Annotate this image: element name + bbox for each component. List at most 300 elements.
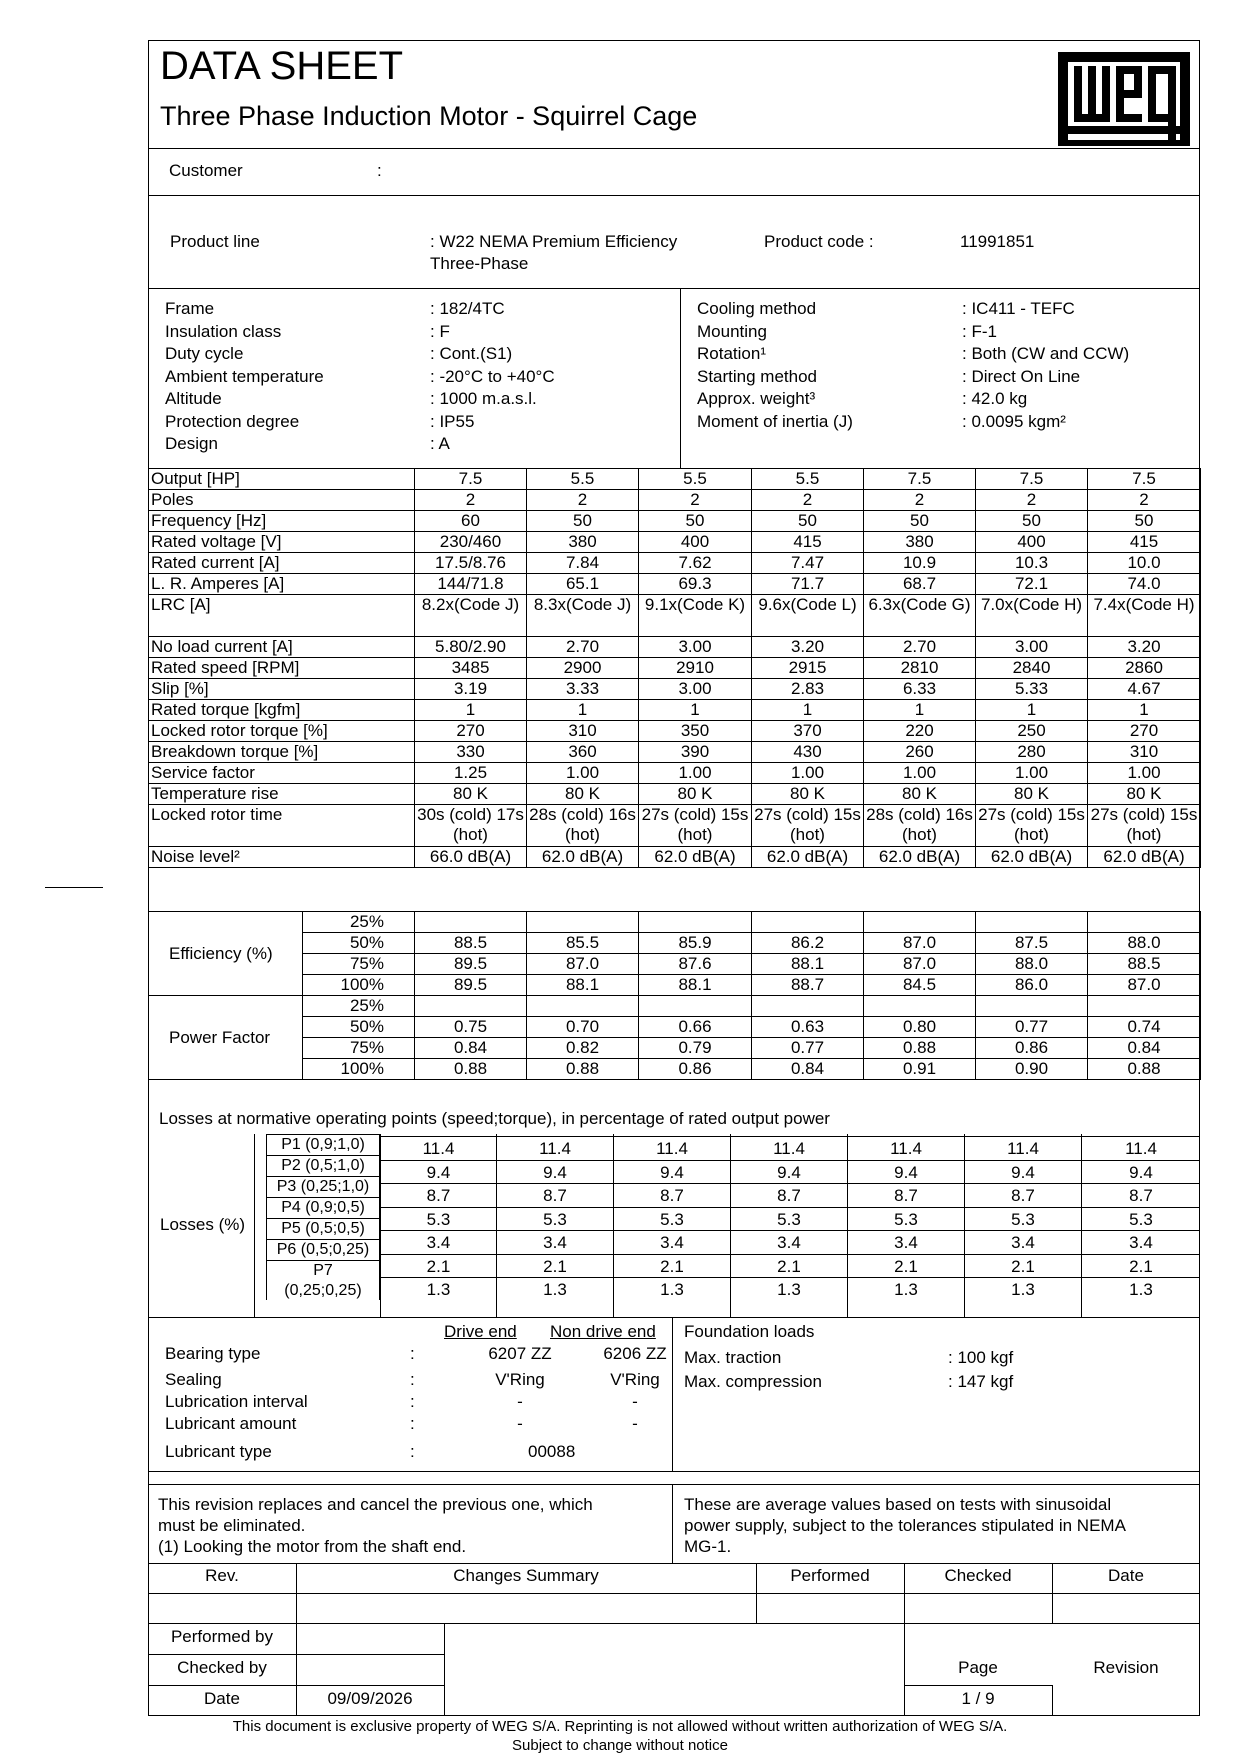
perf-row	[149, 532, 1201, 553]
perf-cell: 250	[976, 721, 1088, 742]
bearing-non-drive-end-value: 6206 ZZ	[603, 1344, 667, 1363]
perf-cell: 330	[415, 742, 527, 763]
efficiency-cell	[976, 912, 1088, 933]
perf-cell: 3.00	[639, 679, 752, 700]
power-factor-cell: 0.88	[864, 1038, 976, 1059]
performed-by-label: Performed by	[170, 1627, 274, 1646]
product-line-value-2: Three-Phase	[430, 254, 529, 273]
losses-cell: 1.3	[731, 1277, 847, 1301]
perf-row-label: Noise level²	[149, 847, 415, 868]
perf-cell: 5.80/2.90	[415, 637, 527, 658]
perf-cell: 72.1	[976, 574, 1088, 595]
efficiency-row	[149, 912, 1201, 933]
losses-cell: 1.3	[848, 1277, 964, 1301]
power-factor-label: Power Factor	[149, 996, 303, 1080]
perf-cell: 2810	[864, 658, 976, 679]
perf-cell: 30s (cold) 17s (hot)	[415, 805, 527, 847]
efficiency-cell	[639, 912, 752, 933]
power-factor-cell: 0.66	[639, 1017, 752, 1038]
perf-cell: 380	[864, 532, 976, 553]
spec-label: Starting method	[697, 366, 818, 386]
perf-cell: 270	[415, 721, 527, 742]
spec-label: Cooling method	[697, 299, 817, 318]
perf-row-label: Rated voltage [V]	[149, 532, 415, 553]
bearing-row-label: Sealing	[165, 1370, 222, 1389]
efficiency-cell: 87.5	[976, 933, 1088, 954]
efficiency-cell: 88.0	[1088, 933, 1201, 954]
perf-row	[149, 742, 1201, 763]
perf-cell: 2	[864, 490, 976, 511]
losses-cell: 8.7	[381, 1183, 496, 1207]
note-line: must be eliminated.	[158, 1516, 306, 1535]
power-factor-cell: 0.82	[527, 1038, 639, 1059]
efficiency-cell	[1088, 912, 1201, 933]
perf-cell: 2860	[1088, 658, 1201, 679]
margin-mark	[45, 887, 103, 888]
power-factor-row	[149, 996, 1201, 1017]
performed-header: Performed	[790, 1566, 870, 1585]
perf-cell: 27s (cold) 15s (hot)	[752, 805, 864, 847]
perf-cell: 3.00	[639, 637, 752, 658]
efficiency-row	[149, 975, 1201, 996]
perf-cell: 50	[527, 511, 639, 532]
perf-cell: 50	[864, 511, 976, 532]
perf-cell: 2	[1088, 490, 1201, 511]
losses-column	[380, 1134, 496, 1317]
perf-cell: 3.20	[752, 637, 864, 658]
perf-cell: 62.0 dB(A)	[639, 847, 752, 868]
losses-column	[1081, 1134, 1200, 1317]
spec-value: : 182/4TC	[430, 299, 505, 318]
load-point: 50%	[303, 933, 415, 954]
perf-row-label: No load current [A]	[149, 637, 415, 658]
note-line: MG-1.	[684, 1537, 732, 1556]
footer-ownership: This document is exclusive property of WEG S/A. Reprinting is not allowed without written authorization of WEG S/A.	[232, 1718, 1008, 1735]
perf-cell: 3.33	[527, 679, 639, 700]
perf-row	[149, 700, 1201, 721]
power-factor-cell	[752, 996, 864, 1017]
max-traction-label: Max. traction	[684, 1348, 782, 1367]
perf-cell: 80 K	[1088, 784, 1201, 805]
perf-row	[149, 721, 1201, 742]
efficiency-cell: 85.9	[639, 933, 752, 954]
perf-cell: 62.0 dB(A)	[1088, 847, 1201, 868]
perf-cell: 7.0x(Code H)	[976, 595, 1088, 637]
power-factor-cell	[864, 996, 976, 1017]
efficiency-cell: 84.5	[864, 975, 976, 996]
perf-cell: 280	[976, 742, 1088, 763]
power-factor-cell: 0.86	[639, 1059, 752, 1080]
perf-cell: 7.5	[1088, 469, 1201, 490]
perf-row	[149, 784, 1201, 805]
perf-cell: 80 K	[639, 784, 752, 805]
perf-cell: 3485	[415, 658, 527, 679]
perf-cell: 260	[864, 742, 976, 763]
losses-cell: 5.3	[965, 1207, 1081, 1231]
perf-cell: 2	[639, 490, 752, 511]
perf-cell: 10.9	[864, 553, 976, 574]
bearing-row-colon: :	[410, 1414, 415, 1433]
losses-cell: 1.3	[1082, 1277, 1200, 1301]
load-point: 25%	[303, 996, 415, 1017]
power-factor-cell: 0.63	[752, 1017, 864, 1038]
perf-cell: 74.0	[1088, 574, 1201, 595]
efficiency-cell: 88.7	[752, 975, 864, 996]
power-factor-row	[149, 1017, 1201, 1038]
spec-label: Insulation class	[165, 321, 282, 341]
perf-cell: 50	[639, 511, 752, 532]
losses-cell: 2.1	[965, 1254, 1081, 1278]
bearing-non-drive-end-value: -	[632, 1392, 638, 1411]
bearing-row	[165, 1370, 685, 1392]
losses-cell: 8.7	[497, 1183, 613, 1207]
efficiency-label: Efficiency (%)	[149, 912, 303, 996]
perf-cell: 2.83	[752, 679, 864, 700]
perf-cell: 3.00	[976, 637, 1088, 658]
drive-end-header: Drive end	[444, 1322, 517, 1341]
perf-row-label: Rated speed [RPM]	[149, 658, 415, 679]
perf-cell: 80 K	[976, 784, 1088, 805]
changes-summary-header: Changes Summary	[453, 1566, 599, 1585]
spec-label: Altitude	[165, 389, 222, 408]
perf-cell: 5.5	[527, 469, 639, 490]
losses-point-label: P7 (0,25;0,25)	[266, 1260, 380, 1300]
perf-cell: 1.00	[976, 763, 1088, 784]
perf-row-label: L. R. Amperes [A]	[149, 574, 415, 595]
efficiency-cell: 88.1	[639, 975, 752, 996]
losses-cell: 3.4	[614, 1230, 730, 1254]
page-subtitle: Three Phase Induction Motor - Squirrel Cage	[160, 101, 698, 131]
perf-cell: 220	[864, 721, 976, 742]
efficiency-cell	[752, 912, 864, 933]
perf-cell: 350	[639, 721, 752, 742]
perf-cell: 1.00	[864, 763, 976, 784]
bearing-non-drive-end-value: V'Ring	[610, 1370, 660, 1389]
spec-label: Rotation¹	[697, 344, 766, 363]
perf-cell: 6.3x(Code G)	[864, 595, 976, 637]
losses-column	[613, 1134, 730, 1317]
losses-cell: 9.4	[614, 1160, 730, 1184]
perf-row-label: Output [HP]	[149, 469, 415, 490]
bearing-drive-end-value: 6207 ZZ	[488, 1344, 552, 1363]
spec-value: : IP55	[430, 411, 475, 431]
perf-cell: 230/460	[415, 532, 527, 553]
perf-cell: 380	[527, 532, 639, 553]
perf-cell: 69.3	[639, 574, 752, 595]
efficiency-cell: 87.0	[1088, 975, 1201, 996]
bearing-row-colon: :	[410, 1392, 415, 1411]
losses-cell: 8.7	[965, 1183, 1081, 1207]
losses-cell: 1.3	[965, 1277, 1081, 1301]
perf-cell: 5.5	[639, 469, 752, 490]
perf-cell: 9.6x(Code L)	[752, 595, 864, 637]
spec-value: : A	[430, 434, 450, 453]
foundation-loads-title: Foundation loads	[684, 1322, 815, 1341]
page-value: 1 / 9	[961, 1689, 995, 1708]
load-point: 100%	[303, 1059, 415, 1080]
perf-cell: 1.00	[639, 763, 752, 784]
perf-row-label: Rated current [A]	[149, 553, 415, 574]
max-traction-value: : 100 kgf	[948, 1348, 1014, 1367]
perf-cell: 7.5	[415, 469, 527, 490]
power-factor-cell	[415, 996, 527, 1017]
losses-cell: 11.4	[1082, 1136, 1200, 1160]
bearing-row	[165, 1392, 685, 1414]
perf-row-label: Locked rotor torque [%]	[149, 721, 415, 742]
perf-cell: 7.84	[527, 553, 639, 574]
power-factor-cell: 0.74	[1088, 1017, 1201, 1038]
perf-row-label: Locked rotor time	[149, 805, 415, 847]
efficiency-cell: 87.0	[527, 954, 639, 975]
power-factor-cell: 0.79	[639, 1038, 752, 1059]
bearing-row	[165, 1414, 685, 1436]
perf-cell: 310	[1088, 742, 1201, 763]
perf-cell: 2.70	[527, 637, 639, 658]
perf-cell: 80 K	[527, 784, 639, 805]
losses-cell: 1.3	[614, 1277, 730, 1301]
spec-label: Frame	[165, 299, 215, 318]
perf-cell: 400	[976, 532, 1088, 553]
losses-cell: 9.4	[965, 1160, 1081, 1184]
note-line: (1) Looking the motor from the shaft end.	[158, 1537, 467, 1556]
perf-cell: 27s (cold) 15s (hot)	[1088, 805, 1201, 847]
efficiency-cell	[864, 912, 976, 933]
perf-cell: 3.19	[415, 679, 527, 700]
spec-label: Duty cycle	[165, 344, 244, 363]
perf-cell: 1.25	[415, 763, 527, 784]
power-factor-cell: 0.75	[415, 1017, 527, 1038]
power-factor-cell: 0.77	[752, 1038, 864, 1059]
perf-cell: 1	[415, 700, 527, 721]
perf-row	[149, 574, 1201, 595]
losses-heading: Losses at normative operating points (speed;torque), in percentage of rated output power	[159, 1109, 830, 1128]
max-compression-label: Max. compression	[684, 1372, 822, 1391]
perf-cell: 71.7	[752, 574, 864, 595]
perf-cell: 390	[639, 742, 752, 763]
perf-cell: 10.3	[976, 553, 1088, 574]
non-drive-end-header: Non drive end	[550, 1322, 656, 1341]
losses-cell: 5.3	[614, 1207, 730, 1231]
losses-cell: 2.1	[1082, 1254, 1200, 1278]
bearing-row-label: Bearing type	[165, 1344, 261, 1363]
perf-cell: 415	[1088, 532, 1201, 553]
power-factor-cell: 0.88	[1088, 1059, 1201, 1080]
efficiency-cell: 85.5	[527, 933, 639, 954]
perf-cell: 80 K	[864, 784, 976, 805]
perf-cell: 28s (cold) 16s (hot)	[864, 805, 976, 847]
losses-cell: 2.1	[848, 1254, 964, 1278]
perf-cell: 2	[527, 490, 639, 511]
perf-cell: 2	[415, 490, 527, 511]
customer-label: Customer	[169, 161, 243, 180]
perf-cell: 7.47	[752, 553, 864, 574]
losses-cell: 9.4	[731, 1160, 847, 1184]
tolerance-note	[684, 1494, 1126, 1557]
specs-right-values	[962, 298, 1129, 433]
power-factor-cell: 0.90	[976, 1059, 1088, 1080]
losses-point-label: P5 (0,5;0,5)	[266, 1218, 380, 1239]
efficiency-cell: 88.5	[1088, 954, 1201, 975]
perf-row	[149, 847, 1201, 868]
spec-value: : 42.0 kg	[962, 389, 1028, 408]
load-point: 50%	[303, 1017, 415, 1038]
perf-cell: 2	[752, 490, 864, 511]
product-line-value: : W22 NEMA Premium Efficiency	[430, 232, 678, 251]
load-point: 75%	[303, 1038, 415, 1059]
losses-cell: 3.4	[381, 1230, 496, 1254]
page-title: DATA SHEET	[160, 44, 404, 88]
perf-cell: 7.62	[639, 553, 752, 574]
perf-row-label: Slip [%]	[149, 679, 415, 700]
losses-cell: 8.7	[731, 1183, 847, 1207]
losses-column	[847, 1134, 964, 1317]
efficiency-cell: 88.1	[752, 954, 864, 975]
specs-left-labels	[165, 298, 324, 456]
perf-cell: 65.1	[527, 574, 639, 595]
power-factor-cell: 0.84	[415, 1038, 527, 1059]
perf-cell: 27s (cold) 15s (hot)	[976, 805, 1088, 847]
spec-value: : Direct On Line	[962, 366, 1081, 386]
max-compression-value: : 147 kgf	[948, 1372, 1014, 1391]
losses-cell: 2.1	[731, 1254, 847, 1278]
spec-value: : F-1	[962, 321, 997, 341]
perf-cell: 1.00	[527, 763, 639, 784]
perf-row-label: Temperature rise	[149, 784, 415, 805]
perf-cell: 7.4x(Code H)	[1088, 595, 1201, 637]
efficiency-row	[149, 954, 1201, 975]
specs-right-labels	[697, 298, 853, 433]
bearing-rows	[165, 1344, 685, 1436]
perf-row-label: Poles	[149, 490, 415, 511]
power-factor-cell: 0.80	[864, 1017, 976, 1038]
spec-value: : F	[430, 321, 450, 341]
product-line-label: Product line	[170, 232, 260, 251]
perf-cell: 1	[864, 700, 976, 721]
losses-point-label: P2 (0,5;1,0)	[266, 1155, 380, 1176]
losses-cell: 11.4	[381, 1136, 496, 1160]
perf-cell: 28s (cold) 16s (hot)	[527, 805, 639, 847]
perf-cell: 8.2x(Code J)	[415, 595, 527, 637]
perf-cell: 7.5	[976, 469, 1088, 490]
perf-cell: 9.1x(Code K)	[639, 595, 752, 637]
datasheet-frame	[148, 40, 1200, 1716]
note-line: This revision replaces and cancel the previous one, which	[158, 1495, 593, 1514]
checked-by-label: Checked by	[177, 1658, 267, 1677]
power-factor-cell: 0.88	[415, 1059, 527, 1080]
perf-cell: 1.00	[752, 763, 864, 784]
efficiency-cell	[415, 912, 527, 933]
perf-row	[149, 595, 1201, 637]
power-factor-cell: 0.91	[864, 1059, 976, 1080]
load-point: 25%	[303, 912, 415, 933]
efficiency-cell: 86.0	[976, 975, 1088, 996]
losses-column	[964, 1134, 1081, 1317]
bearing-row-label: Lubrication interval	[165, 1392, 308, 1411]
revision-note	[158, 1494, 593, 1557]
perf-cell: 27s (cold) 15s (hot)	[639, 805, 752, 847]
losses-cell: 5.3	[381, 1207, 496, 1231]
perf-cell: 2840	[976, 658, 1088, 679]
bearing-drive-end-value: V'Ring	[495, 1370, 545, 1389]
efficiency-cell: 89.5	[415, 954, 527, 975]
perf-row-label: Rated torque [kgfm]	[149, 700, 415, 721]
losses-cell: 3.4	[965, 1230, 1081, 1254]
date-header: Date	[1108, 1566, 1144, 1585]
perf-cell: 62.0 dB(A)	[976, 847, 1088, 868]
perf-row	[149, 469, 1201, 490]
spec-label: Protection degree	[165, 411, 300, 431]
perf-cell: 1.00	[1088, 763, 1201, 784]
revision-label: Revision	[1093, 1658, 1159, 1677]
power-factor-cell: 0.77	[976, 1017, 1088, 1038]
perf-cell: 5.5	[752, 469, 864, 490]
efficiency-cell: 89.5	[415, 975, 527, 996]
perf-cell: 66.0 dB(A)	[415, 847, 527, 868]
perf-cell: 80 K	[752, 784, 864, 805]
losses-cell: 2.1	[614, 1254, 730, 1278]
perf-row-label: Service factor	[149, 763, 415, 784]
efficiency-pf-table	[148, 911, 1201, 1080]
lubricant-type-value: 00088	[528, 1442, 576, 1461]
perf-cell: 2	[976, 490, 1088, 511]
losses-cell: 8.7	[848, 1183, 964, 1207]
perf-cell: 50	[1088, 511, 1201, 532]
losses-label: Losses (%)	[160, 1215, 246, 1234]
losses-cell: 11.4	[497, 1136, 613, 1160]
losses-cell: 9.4	[497, 1160, 613, 1184]
power-factor-row	[149, 1059, 1201, 1080]
footer-change-notice: Subject to change without notice	[512, 1737, 728, 1754]
perf-cell: 17.5/8.76	[415, 553, 527, 574]
power-factor-cell	[1088, 996, 1201, 1017]
bearing-row	[165, 1344, 685, 1370]
perf-cell: 310	[527, 721, 639, 742]
perf-row	[149, 637, 1201, 658]
perf-row	[149, 658, 1201, 679]
losses-cell: 5.3	[731, 1207, 847, 1231]
losses-cell: 9.4	[381, 1160, 496, 1184]
weg-logo	[1058, 52, 1190, 146]
perf-cell: 1	[639, 700, 752, 721]
perf-cell: 80 K	[415, 784, 527, 805]
losses-cell: 5.3	[1082, 1207, 1200, 1231]
losses-cell: 11.4	[848, 1136, 964, 1160]
efficiency-cell: 87.0	[864, 933, 976, 954]
efficiency-cell: 87.6	[639, 954, 752, 975]
efficiency-cell: 88.5	[415, 933, 527, 954]
losses-point-label: P4 (0,9;0,5)	[266, 1197, 380, 1218]
losses-point-label: P3 (0,25;1,0)	[266, 1176, 380, 1197]
perf-cell: 10.0	[1088, 553, 1201, 574]
perf-cell: 2.70	[864, 637, 976, 658]
power-factor-cell: 0.84	[1088, 1038, 1201, 1059]
perf-cell: 2910	[639, 658, 752, 679]
efficiency-cell: 86.2	[752, 933, 864, 954]
efficiency-row	[149, 933, 1201, 954]
losses-cell: 2.1	[497, 1254, 613, 1278]
power-factor-cell: 0.84	[752, 1059, 864, 1080]
losses-column	[496, 1134, 613, 1317]
power-factor-cell	[639, 996, 752, 1017]
product-code-label: Product code :	[764, 232, 874, 251]
power-factor-cell	[976, 996, 1088, 1017]
perf-cell: 68.7	[864, 574, 976, 595]
perf-row-label: LRC [A]	[149, 595, 415, 637]
perf-cell: 50	[752, 511, 864, 532]
losses-cell: 8.7	[1082, 1183, 1200, 1207]
perf-cell: 270	[1088, 721, 1201, 742]
power-factor-cell: 0.70	[527, 1017, 639, 1038]
